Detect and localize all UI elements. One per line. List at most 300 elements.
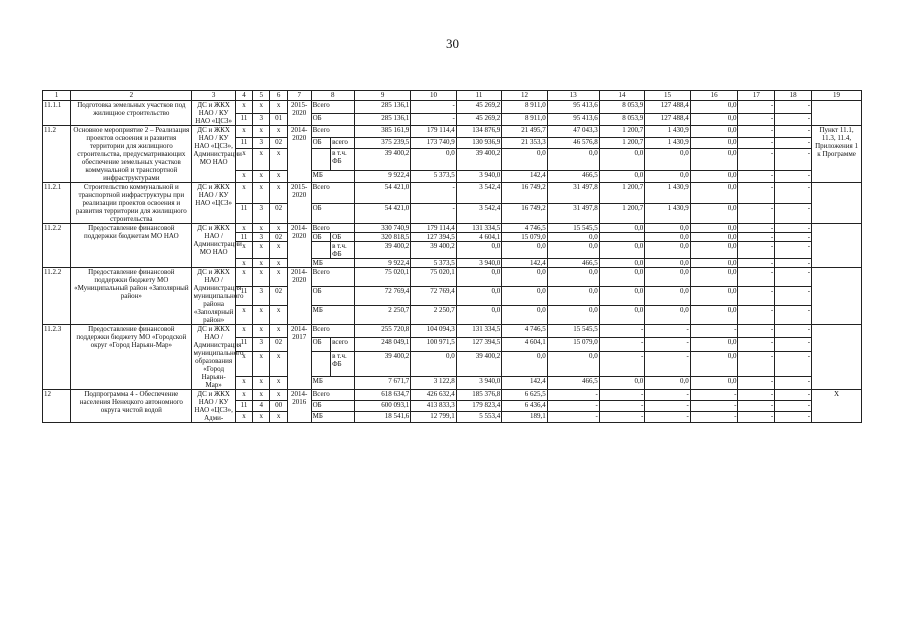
note-cell	[812, 325, 862, 390]
code-cell: 11	[235, 287, 252, 306]
value-cell: 0,0	[502, 306, 548, 325]
value-cell: 142,4	[502, 171, 548, 183]
source-cell: ОБ	[311, 113, 354, 126]
value-cell: 4 604,1	[456, 233, 502, 242]
value-cell: 127 394,5	[411, 233, 457, 242]
value-cell: 8 911,0	[502, 101, 548, 114]
value-cell: 0,0	[645, 306, 691, 325]
years-cell: 2014-2020	[287, 224, 311, 268]
column-header: 15	[645, 91, 691, 101]
activity-name: Подпрограмма 4 - Обеспечение населения Ненецкого автономного округа чистой водой	[71, 390, 192, 423]
code-cell: x	[253, 101, 270, 114]
value-cell: 15 545,5	[547, 325, 599, 338]
note-cell	[812, 268, 862, 325]
column-header: 9	[354, 91, 410, 101]
value-cell: 12 799,1	[411, 412, 457, 423]
value-cell: 179 823,4	[456, 401, 502, 412]
value-cell: 0,0	[690, 268, 738, 287]
value-cell: -	[645, 338, 691, 351]
column-header: 12	[502, 91, 548, 101]
value-cell: 39 400,2	[354, 149, 410, 171]
budget-table	[42, 90, 862, 423]
value-cell: 3 940,0	[456, 376, 502, 389]
column-header: 7	[287, 91, 311, 101]
value-cell: -	[775, 306, 812, 325]
value-cell: 4 746,5	[502, 224, 548, 233]
value-cell: 3 940,0	[456, 171, 502, 183]
source-cell: ОБ	[311, 233, 331, 242]
value-cell: 131 334,5	[456, 224, 502, 233]
value-cell: 0,0	[690, 259, 738, 268]
code-cell: x	[235, 242, 252, 259]
value-cell: 104 094,3	[411, 325, 457, 338]
value-cell: 0,0	[547, 268, 599, 287]
value-cell: -	[411, 101, 457, 114]
activity-name: Предоставление финансовой поддержки бюджетам МО НАО	[71, 224, 192, 268]
value-cell: -	[645, 401, 691, 412]
value-cell: 0,0	[645, 259, 691, 268]
value-cell: 54 421,0	[354, 203, 410, 224]
value-cell: -	[645, 390, 691, 401]
value-cell: 0,0	[547, 287, 599, 306]
activity-name: Подготовка земельных участков под жилищное строительство	[71, 101, 192, 126]
code-cell: 02	[270, 137, 287, 149]
executor: ДС и ЖКХ НАО / Администрация муниципального района «Заполярный район»	[193, 268, 244, 324]
table-row	[43, 101, 862, 114]
value-cell: -	[690, 401, 738, 412]
activity-name: Предоставление финансовой поддержки бюджету МО «Городской округ «Город Нарьян-Мар»	[71, 325, 192, 390]
value-cell: 142,4	[502, 259, 548, 268]
value-cell: 0,0	[645, 171, 691, 183]
value-cell: -	[775, 203, 812, 224]
value-cell: 130 936,9	[456, 137, 502, 149]
code-cell: x	[253, 149, 270, 171]
value-cell: -	[738, 101, 775, 114]
code-cell: x	[235, 149, 252, 171]
code-cell: 3	[253, 233, 270, 242]
value-cell: 1 430,9	[645, 137, 691, 149]
value-cell: -	[738, 287, 775, 306]
value-cell: 255 720,8	[354, 325, 410, 338]
row-number: 11.2.1	[43, 183, 71, 224]
source-cell: Всего	[311, 126, 354, 138]
value-cell: 3 940,0	[456, 259, 502, 268]
code-cell: 3	[253, 113, 270, 126]
value-cell: 0,0	[690, 351, 738, 376]
source-cell	[311, 242, 331, 259]
source-cell: ОБ	[311, 338, 331, 351]
row-number: 11.2.3	[43, 325, 71, 390]
value-cell: -	[738, 171, 775, 183]
value-cell: 7 671,7	[354, 376, 410, 389]
value-cell: 0,0	[456, 242, 502, 259]
note-cell: X	[812, 390, 862, 423]
column-header: 4	[235, 91, 252, 101]
value-cell: 8 053,9	[599, 113, 645, 126]
value-cell: 1 200,7	[599, 183, 645, 204]
value-cell: -	[599, 338, 645, 351]
value-cell: -	[738, 126, 775, 138]
value-cell: 0,0	[599, 376, 645, 389]
years-cell: 2015-2020	[287, 183, 311, 224]
activity-name: Строительство коммунальной и транспортной инфраструктуры при реализации проектов освоения и развития территории для жилищного строительства	[71, 183, 192, 224]
table-row	[43, 183, 862, 204]
value-cell: -	[775, 126, 812, 138]
years-cell: 2014-2017	[287, 325, 311, 390]
value-cell: 0,0	[411, 149, 457, 171]
value-cell: 618 634,7	[354, 390, 410, 401]
activity-name: Предоставление финансовой поддержки бюджету МО «Муниципальный район «Заполярный район»	[71, 268, 192, 325]
value-cell: -	[738, 412, 775, 423]
value-cell: -	[411, 183, 457, 204]
value-cell: 45 269,2	[456, 113, 502, 126]
value-cell: 0,0	[547, 149, 599, 171]
code-cell: 02	[270, 338, 287, 351]
value-cell: -	[411, 113, 457, 126]
code-cell: 11	[235, 113, 252, 126]
value-cell: 2 250,7	[354, 306, 410, 325]
code-cell: x	[253, 242, 270, 259]
value-cell: 0,0	[547, 233, 599, 242]
value-cell: 3 122,8	[411, 376, 457, 389]
value-cell: -	[775, 113, 812, 126]
table-row	[43, 224, 862, 233]
value-cell: 0,0	[599, 259, 645, 268]
value-cell: -	[775, 268, 812, 287]
value-cell: 6 436,4	[502, 401, 548, 412]
value-cell: -	[738, 233, 775, 242]
value-cell: 330 740,9	[354, 224, 410, 233]
value-cell: 1 430,9	[645, 183, 691, 204]
value-cell: 179 114,4	[411, 126, 457, 138]
value-cell: 0,0	[599, 268, 645, 287]
value-cell: -	[599, 412, 645, 423]
value-cell: 75 020,1	[411, 268, 457, 287]
value-cell: 0,0	[599, 171, 645, 183]
value-cell: -	[547, 412, 599, 423]
code-cell: x	[253, 268, 270, 287]
value-cell: 3 542,4	[456, 203, 502, 224]
value-cell: 95 413,6	[547, 101, 599, 114]
value-cell: 0,0	[690, 376, 738, 389]
years-cell: 2014-2016	[287, 390, 311, 423]
value-cell: 466,5	[547, 376, 599, 389]
source-sub-cell: в т.ч. ФБ	[331, 351, 355, 376]
code-cell: x	[270, 390, 287, 401]
note-cell	[812, 224, 862, 268]
value-cell: 179 114,4	[411, 224, 457, 233]
value-cell: 0,0	[502, 351, 548, 376]
value-cell: -	[599, 325, 645, 338]
code-cell: x	[270, 101, 287, 114]
value-cell: -	[775, 401, 812, 412]
value-cell: 0,0	[690, 242, 738, 259]
value-cell: 131 334,5	[456, 325, 502, 338]
value-cell: 0,0	[690, 171, 738, 183]
value-cell: 18 541,6	[354, 412, 410, 423]
value-cell: 0,0	[599, 287, 645, 306]
code-cell: 02	[270, 287, 287, 306]
code-cell: x	[235, 412, 252, 423]
value-cell: 8 053,9	[599, 101, 645, 114]
value-cell: 8 911,0	[502, 113, 548, 126]
code-cell: x	[253, 306, 270, 325]
value-cell: -	[738, 390, 775, 401]
value-cell: 15 079,0	[547, 338, 599, 351]
column-header: 18	[775, 91, 812, 101]
code-cell: 00	[270, 401, 287, 412]
code-cell: x	[235, 183, 252, 204]
value-cell: 5 373,5	[411, 171, 457, 183]
value-cell: 0,0	[645, 149, 691, 171]
value-cell: 0,0	[645, 268, 691, 287]
value-cell: -	[599, 351, 645, 376]
value-cell: 39 400,2	[354, 351, 410, 376]
value-cell: -	[645, 325, 691, 338]
row-number: 11.2.2	[43, 268, 71, 325]
value-cell: -	[690, 412, 738, 423]
code-cell: x	[270, 306, 287, 325]
value-cell: 9 922,4	[354, 171, 410, 183]
value-cell: 15 545,5	[547, 224, 599, 233]
value-cell: -	[775, 259, 812, 268]
value-cell: -	[599, 390, 645, 401]
years-cell: 2014-2020	[287, 126, 311, 183]
code-cell: 01	[270, 113, 287, 126]
value-cell: 2 250,7	[411, 306, 457, 325]
source-cell: Всего	[311, 101, 354, 114]
value-cell: -	[775, 242, 812, 259]
value-cell: 0,0	[690, 233, 738, 242]
code-cell: x	[253, 171, 270, 183]
executor: ДС и ЖКХ НАО / КУ НАО «ЦСЗ», Администрации МО НАО	[192, 126, 235, 183]
value-cell: 285 136,1	[354, 101, 410, 114]
code-cell: x	[253, 376, 270, 389]
source-cell: МБ	[311, 376, 354, 389]
value-cell: 248 049,1	[354, 338, 410, 351]
value-cell: 0,0	[599, 242, 645, 259]
table-row	[43, 268, 862, 287]
code-cell: 4	[253, 401, 270, 412]
value-cell: 72 769,4	[354, 287, 410, 306]
code-cell: x	[270, 412, 287, 423]
value-cell: 47 043,3	[547, 126, 599, 138]
code-cell: 11	[235, 203, 252, 224]
code-cell: x	[253, 390, 270, 401]
code-cell: x	[270, 376, 287, 389]
value-cell: -	[775, 233, 812, 242]
value-cell: 0,0	[502, 287, 548, 306]
code-cell: 3	[253, 137, 270, 149]
value-cell: 0,0	[547, 306, 599, 325]
column-header: 13	[547, 91, 599, 101]
value-cell: -	[738, 224, 775, 233]
value-cell: -	[738, 203, 775, 224]
value-cell: 0,0	[645, 233, 691, 242]
code-cell: x	[253, 412, 270, 423]
value-cell: -	[775, 101, 812, 114]
value-cell: 0,0	[599, 306, 645, 325]
column-header: 17	[738, 91, 775, 101]
column-header: 6	[270, 91, 287, 101]
code-cell: x	[270, 171, 287, 183]
source-cell: ОБ	[311, 137, 331, 149]
value-cell: -	[738, 306, 775, 325]
value-cell: 3 542,4	[456, 183, 502, 204]
column-header: 11	[456, 91, 502, 101]
row-number: 11.2.2	[43, 224, 71, 268]
value-cell: 0,0	[456, 287, 502, 306]
source-cell: ОБ	[311, 203, 354, 224]
value-cell: 16 749,2	[502, 203, 548, 224]
value-cell: 0,0	[690, 101, 738, 114]
code-cell: x	[235, 224, 252, 233]
code-cell: x	[235, 126, 252, 138]
code-cell: x	[253, 351, 270, 376]
source-cell: ОБ	[311, 401, 354, 412]
value-cell: -	[547, 401, 599, 412]
value-cell: -	[547, 390, 599, 401]
column-header: 3	[192, 91, 235, 101]
code-cell: 11	[235, 137, 252, 149]
value-cell: 0,0	[690, 137, 738, 149]
source-sub-cell: всего	[331, 137, 355, 149]
value-cell: 5 373,5	[411, 259, 457, 268]
source-cell: Всего	[311, 183, 354, 204]
source-cell: Всего	[311, 325, 354, 338]
value-cell: 9 922,4	[354, 259, 410, 268]
value-cell: 39 400,2	[411, 242, 457, 259]
value-cell: 413 833,3	[411, 401, 457, 412]
value-cell: -	[738, 242, 775, 259]
code-cell: x	[270, 325, 287, 338]
value-cell: -	[775, 412, 812, 423]
value-cell: 0,0	[502, 149, 548, 171]
value-cell: 142,4	[502, 376, 548, 389]
value-cell: -	[775, 325, 812, 338]
value-cell: -	[775, 137, 812, 149]
source-cell: ОБ	[311, 287, 354, 306]
value-cell: -	[775, 390, 812, 401]
value-cell: -	[738, 268, 775, 287]
executor: ДС и ЖКХ НАО / КУ НАО «ЦСЗ»	[192, 183, 235, 224]
code-cell: x	[270, 268, 287, 287]
code-cell: x	[235, 351, 252, 376]
value-cell: 0,0	[645, 287, 691, 306]
value-cell: 54 421,0	[354, 183, 410, 204]
value-cell: 45 269,2	[456, 101, 502, 114]
value-cell: 0,0	[456, 306, 502, 325]
source-cell: МБ	[311, 171, 354, 183]
code-cell: 02	[270, 233, 287, 242]
row-number: 11.2	[43, 126, 71, 183]
code-cell: 3	[253, 203, 270, 224]
value-cell: 1 200,7	[599, 203, 645, 224]
source-sub-cell: ОБ	[331, 233, 355, 242]
value-cell: 0,0	[599, 224, 645, 233]
value-cell: 0,0	[645, 376, 691, 389]
value-cell: 21 495,7	[502, 126, 548, 138]
value-cell: -	[775, 224, 812, 233]
value-cell: 39 400,2	[456, 149, 502, 171]
value-cell: 189,1	[502, 412, 548, 423]
source-cell: Всего	[311, 390, 354, 401]
code-cell: x	[235, 376, 252, 389]
note-cell	[812, 101, 862, 126]
column-header: 10	[411, 91, 457, 101]
executor: ДС и ЖКХ НАО / Администрации МО НАО	[192, 224, 235, 268]
value-cell: 0,0	[690, 203, 738, 224]
value-cell: -	[738, 259, 775, 268]
value-cell: -	[690, 325, 738, 338]
column-header: 14	[599, 91, 645, 101]
value-cell: -	[411, 203, 457, 224]
executor: ДС и ЖКХ НАО / Администрация муниципального образования «Город Нарьян-Мар»	[193, 325, 244, 389]
code-cell: x	[253, 259, 270, 268]
source-cell: МБ	[311, 412, 354, 423]
source-sub-cell: в т.ч. ФБ	[331, 242, 355, 259]
code-cell: x	[270, 224, 287, 233]
value-cell: -	[775, 171, 812, 183]
source-cell: Всего	[311, 268, 354, 287]
code-cell: x	[270, 149, 287, 171]
value-cell: 6 625,5	[502, 390, 548, 401]
value-cell: 173 740,9	[411, 137, 457, 149]
value-cell: -	[738, 113, 775, 126]
value-cell: 285 136,1	[354, 113, 410, 126]
value-cell: 31 497,8	[547, 183, 599, 204]
page-number: 30	[446, 36, 459, 51]
value-cell: 0,0	[690, 306, 738, 325]
years-cell: 2015-2020	[287, 101, 311, 126]
value-cell: -	[738, 149, 775, 171]
value-cell: 75 020,1	[354, 268, 410, 287]
value-cell: 4 746,5	[502, 325, 548, 338]
table-row	[43, 126, 862, 138]
value-cell: 95 413,6	[547, 113, 599, 126]
table-row	[43, 325, 862, 338]
value-cell: 375 239,5	[354, 137, 410, 149]
code-cell: 02	[270, 203, 287, 224]
value-cell: 4 604,1	[502, 338, 548, 351]
column-header: 2	[71, 91, 192, 101]
column-header: 5	[253, 91, 270, 101]
value-cell: -	[738, 401, 775, 412]
value-cell: 0,0	[690, 287, 738, 306]
years-cell: 2014-2020	[287, 268, 311, 325]
code-cell: 11	[235, 401, 252, 412]
code-cell: 11	[235, 338, 252, 351]
value-cell: 466,5	[547, 259, 599, 268]
value-cell: 1 200,7	[599, 137, 645, 149]
source-cell	[311, 351, 331, 376]
table-row	[43, 390, 862, 401]
value-cell: 127 394,5	[456, 338, 502, 351]
value-cell: 72 769,4	[411, 287, 457, 306]
value-cell: -	[599, 401, 645, 412]
source-cell: МБ	[311, 306, 354, 325]
value-cell: 5 553,4	[456, 412, 502, 423]
value-cell: 600 093,1	[354, 401, 410, 412]
value-cell: 100 971,5	[411, 338, 457, 351]
value-cell: -	[690, 390, 738, 401]
value-cell: -	[738, 137, 775, 149]
value-cell: 0,0	[502, 268, 548, 287]
code-cell: 3	[253, 338, 270, 351]
value-cell: 0,0	[599, 149, 645, 171]
value-cell: -	[738, 351, 775, 376]
value-cell: 320 818,5	[354, 233, 410, 242]
